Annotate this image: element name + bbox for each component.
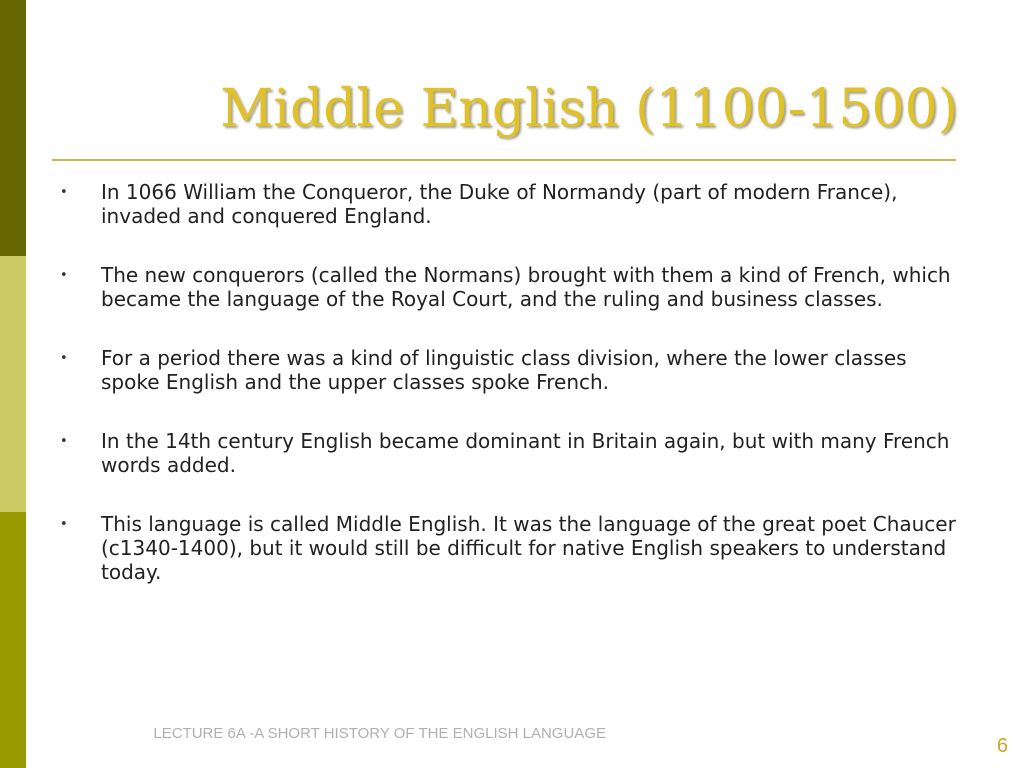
- slide-title: Middle English (1100-1500): [220, 79, 958, 139]
- bullet-text: In 1066 William the Conqueror, the Duke of Normandy (part of modern France), invaded and conquered England.: [101, 180, 898, 228]
- bullet-item: [60, 429, 970, 477]
- slide-footer: LECTURE 6A -A SHORT HISTORY OF THE ENGLISH LANGUAGE: [153, 725, 606, 742]
- title-divider: [52, 159, 956, 161]
- bullet-text: The new conquerors (called the Normans) brought with them a kind of French, which became the language of the Royal Court, and the ruling and business classes.: [101, 263, 951, 311]
- page-number: 6: [996, 735, 1008, 757]
- bullet-item: [60, 512, 970, 584]
- left-accent-bar: [0, 0, 26, 768]
- bullet-text: In the 14th century English became dominant in Britain again, but with many French words added.: [101, 429, 950, 477]
- bullet-dot-icon: •: [60, 517, 68, 532]
- accent-bar-top: [0, 0, 26, 256]
- accent-bar-bottom: [0, 512, 26, 768]
- bullet-dot-icon: •: [60, 351, 68, 366]
- bullet-dot-icon: •: [60, 185, 68, 200]
- bullet-list: [60, 180, 970, 619]
- bullet-dot-icon: •: [60, 434, 68, 449]
- bullet-text: For a period there was a kind of linguistic class division, where the lower classes spoke English and the upper classes spoke French.: [101, 346, 907, 394]
- bullet-dot-icon: •: [60, 268, 68, 283]
- bullet-item: [60, 346, 970, 394]
- bullet-item: [60, 180, 970, 228]
- accent-bar-middle: [0, 256, 26, 512]
- bullet-text: This language is called Middle English. It was the language of the great poet Chaucer (c1340-1400), but it would still be difficult for native English speakers to understand today.: [101, 512, 956, 584]
- bullet-item: [60, 263, 970, 311]
